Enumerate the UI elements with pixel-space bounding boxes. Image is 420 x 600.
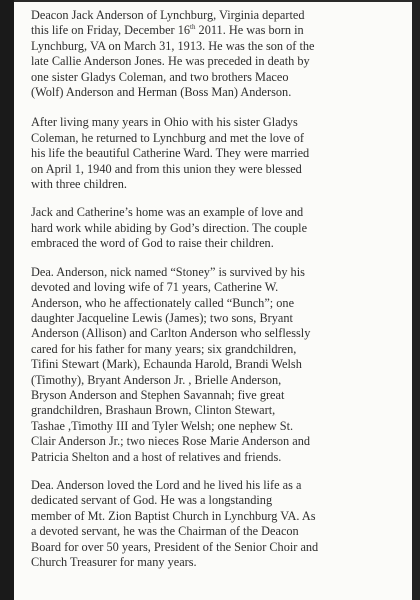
paragraph-home [31,205,391,251]
text-line: Tashae ,Timothy III and Tyler Welsh; one nephew St. [31,418,294,433]
scan-edge-top [0,0,420,2]
date-text: this life on Friday, December 16 [31,23,191,38]
scan-edge-right [412,0,420,600]
text-line: Tifini Stewart (Mark), Echaunda Harold, Brandi Welsh [31,357,302,372]
text-line: Jack and Catherine’s home was an example of love and [31,205,304,220]
paragraph-death-notice [31,8,391,100]
text-line: grandchildren, Brashaun Brown, Clinton Stewart, [31,403,276,418]
text-line: his life the beautiful Catherine Ward. They were married [31,146,310,161]
text-line: dedicated servant of God. He was a longstanding [31,493,273,508]
text-line: late Callie Anderson Jones. He was preceded in death by [31,54,310,69]
text-line: Dea. Anderson loved the Lord and he lived his life as a [31,477,302,492]
text-line: Coleman, he returned to Lynchburg and met the love of [31,130,304,145]
paragraph-survivors [31,265,391,465]
text-line: daughter Jacqueline Lewis (James); two sons, Bryant [31,310,293,325]
text-line-with-date [31,23,391,38]
text-line: on April 1, 1940 and from this union they were blessed [31,161,302,176]
text-line: Board for over 50 years, President of the Senior Choir and [31,539,319,554]
text-line: Patricia Shelton and a host of relatives and friends. [31,449,282,464]
text-line: Church Treasurer for many years. [31,555,197,569]
scan-edge-left [0,0,14,600]
text-line: hard work while abiding by God’s direction. The couple [31,220,308,235]
text-line: Clair Anderson Jr.; two nieces Rose Marie Anderson and [31,434,311,449]
text-line: Deacon Jack Anderson of Lynchburg, Virginia departed [31,8,305,22]
paragraph-marriage [31,115,391,192]
text-line: devoted and loving wife of 71 years, Catherine W. [31,280,279,295]
text-line: (Wolf) Anderson and Herman (Boss Man) Anderson. [31,85,292,100]
text-line: a devoted servant, he was the Chairman of the Deacon [31,524,299,539]
text-line: with three children. [31,177,127,192]
text-line: Dea. Anderson, nick named “Stoney” is survived by his [31,264,305,279]
text-line: one sister Gladys Coleman, and two brothers Maceo [31,69,289,84]
text-line: (Timothy), Bryant Anderson Jr. , Brielle Anderson, [31,372,282,387]
text-line: After living many years in Ohio with his sister Gladys [31,115,298,130]
obituary-text [31,8,391,583]
date-tail-text: 2011. He was born in [195,23,304,38]
text-line: cared for his father for many years; six grandchildren, [31,341,297,356]
text-line: Anderson, who he affectionately called “Bunch”; one [31,295,295,310]
text-line: Anderson (Allison) and Carlton Anderson who selflessly [31,326,311,341]
date-ordinal-suffix: th [190,23,196,32]
text-line: Lynchburg, VA on March 31, 1913. He was the son of the [31,38,315,53]
text-line: Bryson Anderson and Stephen Savannah; five great [31,387,285,402]
text-line: embraced the word of God to raise their children. [31,236,274,251]
text-line: member of Mt. Zion Baptist Church in Lynchburg VA. As [31,508,316,523]
paragraph-faith [31,478,391,570]
